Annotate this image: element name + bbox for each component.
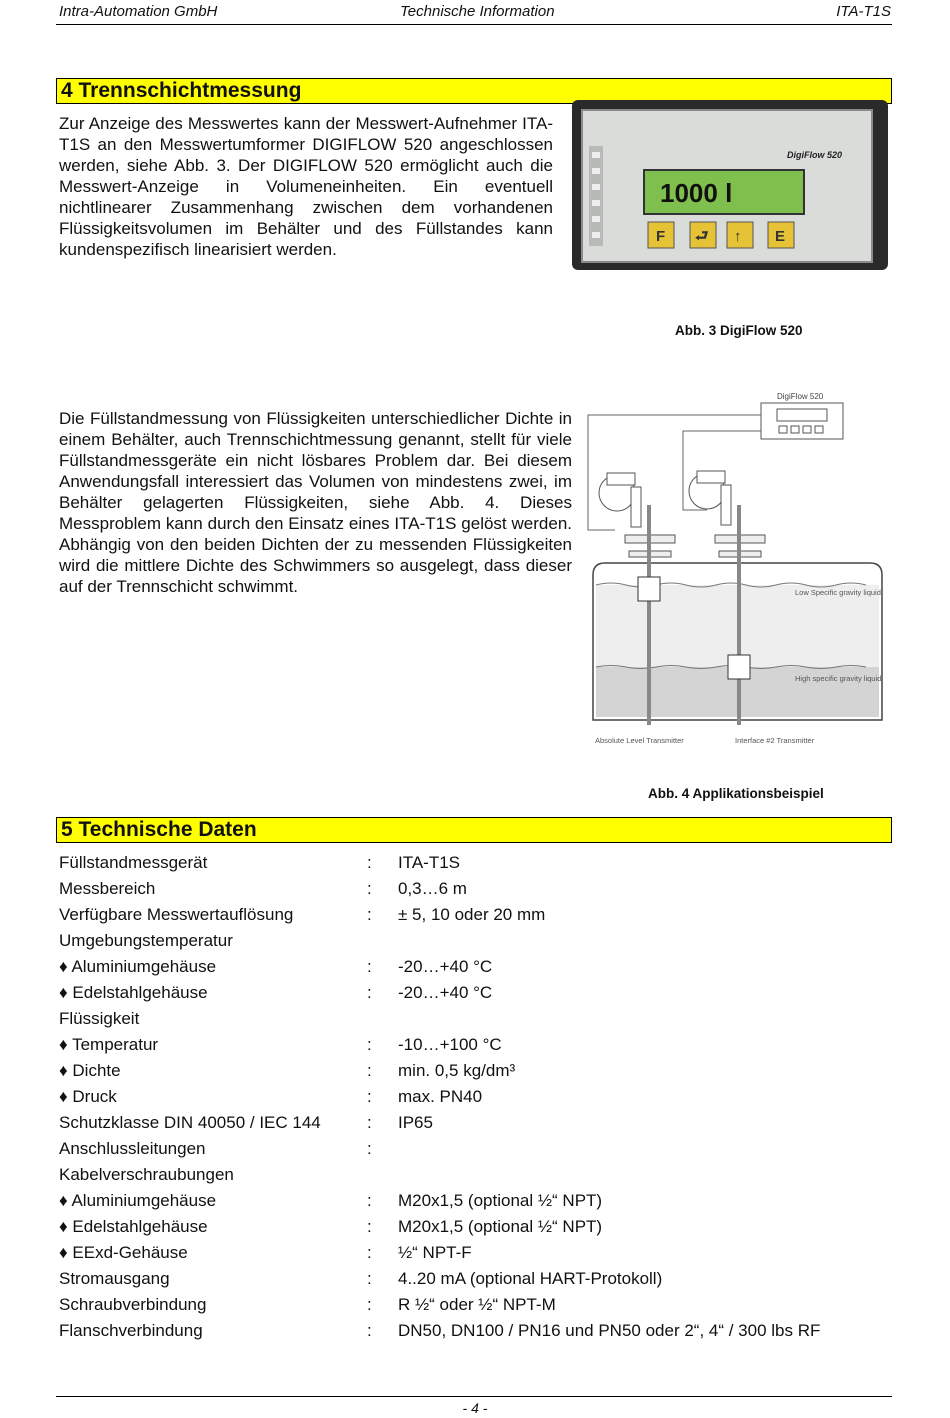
spec-value: -10…+100 °C	[398, 1035, 502, 1054]
header-doc-type: Technische Information	[400, 3, 555, 20]
spec-value: M20x1,5 (optional ½“ NPT)	[398, 1191, 603, 1210]
spec-row	[59, 1292, 820, 1318]
spec-row	[59, 1318, 820, 1344]
spec-separator: :	[367, 1191, 372, 1210]
spec-separator: :	[367, 983, 372, 1002]
spec-row	[59, 928, 820, 954]
header-product: ITA-T1S	[836, 3, 891, 20]
spec-separator: :	[367, 1087, 372, 1106]
spec-label: ♦ EExd-Gehäuse	[59, 1243, 188, 1262]
spec-row	[59, 1058, 820, 1084]
spec-value: R ½“ oder ½“ NPT-M	[398, 1295, 556, 1314]
header-divider	[56, 24, 892, 25]
spec-value: min. 0,5 kg/dm³	[398, 1061, 516, 1080]
spec-value: ITA-T1S	[398, 853, 461, 872]
right-transmitter-head	[689, 471, 731, 525]
device-button-enter	[690, 222, 716, 248]
spec-separator	[367, 928, 398, 954]
spec-value	[398, 1136, 820, 1162]
right-probe-rod	[737, 505, 741, 725]
spec-value: M20x1,5 (optional ½“ NPT)	[398, 1217, 603, 1236]
right-transmitter-label: Interface #2 Transmitter	[735, 736, 815, 745]
spec-row	[59, 1266, 820, 1292]
spec-row	[59, 902, 820, 928]
spec-row	[59, 1006, 820, 1032]
spec-separator: :	[367, 1035, 372, 1054]
spec-separator: :	[367, 879, 372, 898]
spec-value: -20…+40 °C	[398, 957, 493, 976]
spec-separator: :	[367, 1217, 372, 1236]
svg-text:F: F	[656, 228, 666, 245]
spec-row	[59, 1032, 820, 1058]
section-4-paragraph-1: Zur Anzeige des Messwertes kann der Messwert-Aufnehmer ITA-T1S an den Messwertumformer DIGIFLOW 520 angeschlossen werden, siehe Abb. 3. Der DIGIFLOW 520 ermöglicht auch die Messwert-Anzeige in Volumeneinheiten. Ein eventuell nichtlinearer Zusammenhang zwischen dem vorhandenen Flüssigkeitsvolumen im Behälter und des Füllstandes kann kundenspezifisch linearisiert werden.	[59, 114, 553, 259]
spec-label: Flüssigkeit	[59, 1009, 140, 1028]
device-button-e	[768, 222, 794, 248]
spec-label: ♦ Edelstahlgehäuse	[59, 983, 208, 1002]
spec-separator: :	[367, 1295, 372, 1314]
digiflow-device-image	[572, 100, 888, 270]
spec-row	[59, 876, 820, 902]
figure-3-caption: Abb. 3 DigiFlow 520	[675, 323, 803, 338]
spec-separator	[367, 1162, 398, 1188]
spec-label: ♦ Edelstahlgehäuse	[59, 1217, 208, 1236]
left-float	[638, 577, 660, 601]
spec-value: ½“ NPT-F	[398, 1243, 472, 1262]
spec-label: Schraubverbindung	[59, 1295, 207, 1314]
spec-label: ♦ Temperatur	[59, 1035, 159, 1054]
spec-value: 4..20 mA (optional HART-Protokoll)	[398, 1269, 663, 1288]
svg-text:↑: ↑	[734, 228, 742, 245]
spec-label: Anschlussleitungen	[59, 1139, 206, 1158]
device-display-value: 1000 l	[660, 178, 733, 208]
page-number: - 4 -	[462, 1400, 488, 1416]
spec-value: ± 5, 10 oder 20 mm	[398, 905, 546, 924]
header-company: Intra-Automation GmbH	[59, 3, 218, 20]
spec-row	[59, 954, 820, 980]
status-led-column	[589, 146, 603, 246]
spec-separator: :	[367, 1061, 372, 1080]
left-transmitter-head	[599, 473, 641, 527]
spec-row	[59, 850, 820, 876]
spec-row	[59, 1110, 820, 1136]
spec-separator: :	[367, 1113, 372, 1132]
svg-text:E: E	[775, 228, 786, 245]
footer-divider	[56, 1396, 892, 1397]
section-5-heading: 5 Technische Daten	[56, 817, 892, 843]
section-4-paragraph-2: Die Füllstandmessung von Flüssigkeiten unterschiedlicher Dichte in einem Behälter, auch Trennschichtmessung genannt, stellt für viele Füllstandmessgeräte ein nicht lösbares Problem dar. Bei diesem Anwendungsfall interessiert das Volumen von mindestens zwei, im Behälter gelagerten Flüssigkeiten, siehe Abb. 4. Dieses Messproblem kann durch den Einsatz eines ITA-T1S gelöst werden. Abhängig von den beiden Dichten der zu messenden Flüssigkeiten wird die mittlere Dichte des Schwimmers so ausgelegt, dass dieser auf der Trennschicht schwimmt.	[59, 409, 572, 596]
spec-value: 0,3…6 m	[398, 879, 467, 898]
spec-separator: :	[367, 905, 372, 924]
left-transmitter-label: Absolute Level Transmitter	[595, 736, 684, 745]
spec-label: ♦ Aluminiumgehäuse	[59, 957, 217, 976]
spec-label: Flanschverbindung	[59, 1321, 203, 1340]
spec-label: Schutzklasse DIN 40050 / IEC 144	[59, 1113, 321, 1132]
spec-value: -20…+40 °C	[398, 983, 493, 1002]
spec-value	[398, 928, 820, 954]
high-gravity-label: High specific gravity liquid	[795, 674, 882, 683]
spec-separator: :	[367, 1139, 372, 1158]
spec-row	[59, 980, 820, 1006]
spec-value	[398, 1006, 820, 1032]
spec-value: IP65	[398, 1113, 433, 1132]
spec-label: ♦ Aluminiumgehäuse	[59, 1191, 217, 1210]
spec-label: Messbereich	[59, 879, 156, 898]
spec-label: ♦ Druck	[59, 1087, 117, 1106]
controller-label: DigiFlow 520	[777, 392, 824, 401]
spec-separator	[367, 1006, 398, 1032]
spec-label: Stromausgang	[59, 1269, 170, 1288]
spec-separator: :	[367, 957, 372, 976]
device-brand-label: DigiFlow 520	[787, 150, 843, 160]
application-diagram	[585, 385, 890, 750]
spec-label: ♦ Dichte	[59, 1061, 121, 1080]
spec-separator: :	[367, 1269, 372, 1288]
spec-row	[59, 1136, 820, 1162]
spec-separator: :	[367, 853, 372, 872]
right-float	[728, 655, 750, 679]
spec-separator: :	[367, 1321, 372, 1340]
device-button-f	[648, 222, 674, 248]
figure-4-caption: Abb. 4 Applikationsbeispiel	[648, 786, 824, 801]
spec-row	[59, 1162, 820, 1188]
spec-row	[59, 1240, 820, 1266]
section-4-heading: 4 Trennschichtmessung	[56, 78, 892, 104]
spec-label: Verfügbare Messwertauflösung	[59, 905, 294, 924]
spec-row	[59, 1214, 820, 1240]
spec-row	[59, 1188, 820, 1214]
spec-label: Kabelverschraubungen	[59, 1165, 234, 1184]
low-gravity-label: Low Specific gravity liquid	[795, 588, 881, 597]
svg-text:⮐: ⮐	[695, 228, 709, 245]
technical-data-table	[59, 850, 820, 1344]
spec-separator: :	[367, 1243, 372, 1262]
spec-label: Füllstandmessgerät	[59, 853, 208, 872]
device-button-up	[727, 222, 753, 248]
left-probe-rod	[647, 505, 651, 725]
spec-value: max. PN40	[398, 1087, 483, 1106]
spec-row	[59, 1084, 820, 1110]
spec-value	[398, 1162, 820, 1188]
spec-label: Umgebungstemperatur	[59, 931, 233, 950]
mounting-flanges	[625, 535, 765, 557]
spec-value: DN50, DN100 / PN16 und PN50 oder 2“, 4“ / 300 lbs RF	[398, 1321, 821, 1340]
